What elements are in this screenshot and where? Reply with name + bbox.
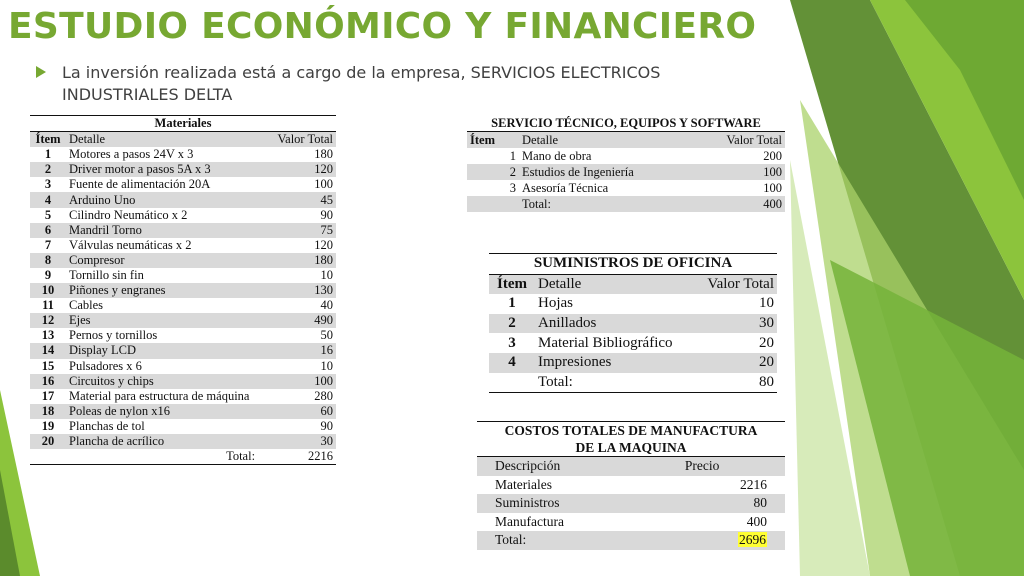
costos-caption — [477, 422, 785, 457]
detalle-cell: Mano de obra — [522, 149, 592, 163]
detalle-cell: Fuente de alimentación 20A — [69, 177, 211, 192]
precio-cell: 80 — [665, 494, 785, 513]
valor-cell: 100 — [763, 181, 782, 195]
item-cell: 2 — [467, 164, 519, 180]
header-item: Ítem — [489, 274, 535, 294]
table-row — [489, 294, 777, 314]
table-row — [30, 419, 336, 434]
item-cell: 5 — [44, 207, 52, 222]
detalle-cell: Asesoría Técnica — [522, 181, 609, 195]
materiales-caption: Materiales — [30, 116, 336, 132]
item-cell: 10 — [30, 283, 66, 298]
detalle-cell: Plancha de acrílico — [66, 434, 269, 449]
item-cell: 16 — [30, 374, 66, 389]
detalle-cell: Poleas de nylon x16 — [66, 404, 269, 419]
valor-cell: 50 — [320, 328, 333, 343]
table-row — [30, 253, 336, 268]
valor-cell: 120 — [269, 162, 336, 177]
valor-cell: 100 — [269, 374, 336, 389]
table-row — [489, 333, 777, 353]
desc-cell: Manufactura — [495, 513, 564, 529]
valor-cell: 130 — [269, 283, 336, 298]
detalle-cell: Estudios de Ingeniería — [519, 164, 694, 180]
item-cell: 2 — [489, 314, 535, 334]
item-cell: 17 — [41, 388, 55, 403]
bullet-arrow-icon — [36, 66, 46, 78]
valor-cell: 20 — [695, 353, 777, 373]
item-cell: 1 — [509, 149, 516, 163]
detalle-cell: Hojas — [538, 295, 573, 312]
detalle-cell: Material para estructura de máquina — [69, 388, 250, 403]
costos-caption-line2: DE LA MAQUINA — [575, 440, 687, 455]
item-cell: 20 — [30, 434, 66, 449]
item-cell: 13 — [41, 328, 55, 343]
detalle-cell: Válvulas neumáticas x 2 — [69, 237, 192, 252]
item-cell: 8 — [30, 253, 66, 268]
total-value: 400 — [694, 196, 785, 212]
detalle-cell: Compresor — [66, 253, 269, 268]
header-valor: Valor Total — [695, 274, 777, 294]
page-title: ESTUDIO ECONÓMICO Y FINANCIERO — [8, 6, 757, 47]
table-row — [467, 180, 785, 196]
table-row — [30, 162, 336, 177]
detalle-cell: Driver motor a pasos 5A x 3 — [66, 162, 269, 177]
servicio-caption: SERVICIO TÉCNICO, EQUIPOS Y SOFTWARE — [467, 115, 785, 132]
valor-cell: 40 — [320, 298, 333, 313]
table-row — [30, 208, 336, 223]
suministros-table — [489, 253, 777, 393]
total-value: 80 — [695, 373, 777, 393]
table-row — [30, 268, 336, 283]
valor-cell: 75 — [269, 223, 336, 238]
detalle-cell: Ejes — [66, 313, 269, 328]
table-row — [30, 177, 336, 192]
total-label: Total: — [519, 196, 694, 212]
table-row — [30, 328, 336, 343]
valor-cell: 30 — [695, 314, 777, 334]
bullet-text: La inversión realizada está a cargo de la empresa, SERVICIOS ELECTRICOS INDUSTRIALES DELTA — [62, 63, 661, 104]
detalle-cell: Impresiones — [535, 353, 695, 373]
total-label: Total: — [477, 531, 665, 550]
valor-cell: 30 — [269, 434, 336, 449]
bullet-point — [36, 62, 736, 106]
table-row — [30, 359, 336, 374]
valor-cell: 90 — [320, 418, 333, 433]
item-cell: 15 — [41, 358, 55, 373]
valor-cell: 90 — [320, 207, 333, 222]
detalle-cell: Piñones y engranes — [66, 283, 269, 298]
table-row — [30, 389, 336, 404]
detalle-cell: Arduino Uno — [66, 192, 269, 207]
valor-cell: 10 — [320, 358, 333, 373]
header-descripcion: Descripción — [477, 457, 665, 476]
detalle-cell: Material Bibliográfico — [538, 334, 673, 351]
table-row — [30, 223, 336, 238]
valor-cell: 490 — [269, 313, 336, 328]
valor-cell: 180 — [314, 147, 333, 162]
item-cell: 12 — [30, 313, 66, 328]
item-cell: 7 — [44, 237, 52, 252]
desc-cell: Suministros — [477, 494, 665, 513]
item-cell: 9 — [44, 267, 52, 282]
header-valor: Valor Total — [694, 132, 785, 149]
item-cell: 14 — [30, 343, 66, 358]
valor-cell: 16 — [269, 343, 336, 358]
detalle-cell: Display LCD — [66, 343, 269, 358]
total-value: 2216 — [269, 449, 336, 465]
total-label: Total: — [66, 449, 269, 465]
item-cell: 4 — [30, 192, 66, 207]
table-row — [477, 476, 785, 495]
table-row — [30, 298, 336, 313]
table-row — [477, 513, 785, 532]
costos-table — [477, 421, 785, 550]
servicio-table — [467, 115, 785, 212]
valor-cell: 120 — [314, 237, 333, 252]
total-value: 2696 — [739, 532, 766, 548]
detalle-cell: Motores a pasos 24V x 3 — [69, 147, 194, 162]
table-row — [489, 353, 777, 373]
detalle-cell: Mandril Torno — [66, 223, 269, 238]
header-detalle: Detalle — [535, 274, 695, 294]
materiales-table — [30, 115, 336, 465]
table-row — [30, 343, 336, 358]
header-item: Ítem — [467, 132, 519, 149]
detalle-cell: Circuitos y chips — [66, 374, 269, 389]
table-row — [30, 434, 336, 449]
valor-cell: 60 — [269, 404, 336, 419]
valor-cell: 10 — [320, 267, 333, 282]
precio-cell: 400 — [746, 513, 767, 529]
valor-cell: 100 — [314, 177, 333, 192]
detalle-cell: Cilindro Neumático x 2 — [69, 207, 188, 222]
detalle-cell: Anillados — [535, 314, 695, 334]
table-row — [30, 238, 336, 253]
total-row — [30, 449, 336, 465]
table-row — [30, 283, 336, 298]
table-row — [477, 494, 785, 513]
costos-caption-line1: COSTOS TOTALES DE MANUFACTURA — [504, 423, 758, 438]
table-row — [30, 192, 336, 207]
item-cell: 3 — [44, 177, 52, 192]
detalle-cell: Pernos y tornillos — [69, 328, 158, 343]
header-precio: Precio — [665, 457, 785, 476]
item-cell: 4 — [489, 353, 535, 373]
valor-cell: 180 — [269, 253, 336, 268]
table-row — [467, 148, 785, 164]
valor-cell: 200 — [763, 149, 782, 163]
header-detalle: Detalle — [519, 132, 694, 149]
table-row — [30, 374, 336, 389]
table-row — [30, 147, 336, 162]
total-row — [489, 373, 777, 393]
item-cell: 6 — [30, 223, 66, 238]
item-cell: 3 — [508, 334, 516, 351]
item-cell: 11 — [42, 298, 54, 313]
header-detalle: Detalle — [66, 132, 269, 148]
detalle-cell: Planchas de tol — [69, 418, 145, 433]
valor-cell: 100 — [694, 164, 785, 180]
item-cell: 1 — [44, 147, 52, 162]
total-row — [467, 196, 785, 212]
detalle-cell: Tornillo sin fin — [69, 267, 144, 282]
item-cell: 1 — [508, 295, 516, 312]
item-cell: 2 — [30, 162, 66, 177]
table-row — [467, 164, 785, 180]
desc-cell: Materiales — [495, 476, 552, 492]
table-row — [30, 404, 336, 419]
total-label: Total: — [535, 373, 695, 393]
valor-cell: 10 — [759, 295, 774, 312]
total-row — [477, 531, 785, 550]
item-cell: 3 — [509, 181, 516, 195]
header-valor: Valor Total — [269, 132, 336, 148]
valor-cell: 280 — [314, 388, 333, 403]
suministros-caption: SUMINISTROS DE OFICINA — [489, 254, 777, 275]
table-row — [30, 313, 336, 328]
valor-cell: 20 — [759, 334, 774, 351]
item-cell: 18 — [30, 404, 66, 419]
item-cell: 19 — [41, 418, 55, 433]
table-row — [489, 314, 777, 334]
header-item: Ítem — [30, 132, 66, 148]
precio-cell: 2216 — [740, 476, 767, 492]
valor-cell: 45 — [269, 192, 336, 207]
detalle-cell: Pulsadores x 6 — [69, 358, 142, 373]
detalle-cell: Cables — [69, 298, 104, 313]
